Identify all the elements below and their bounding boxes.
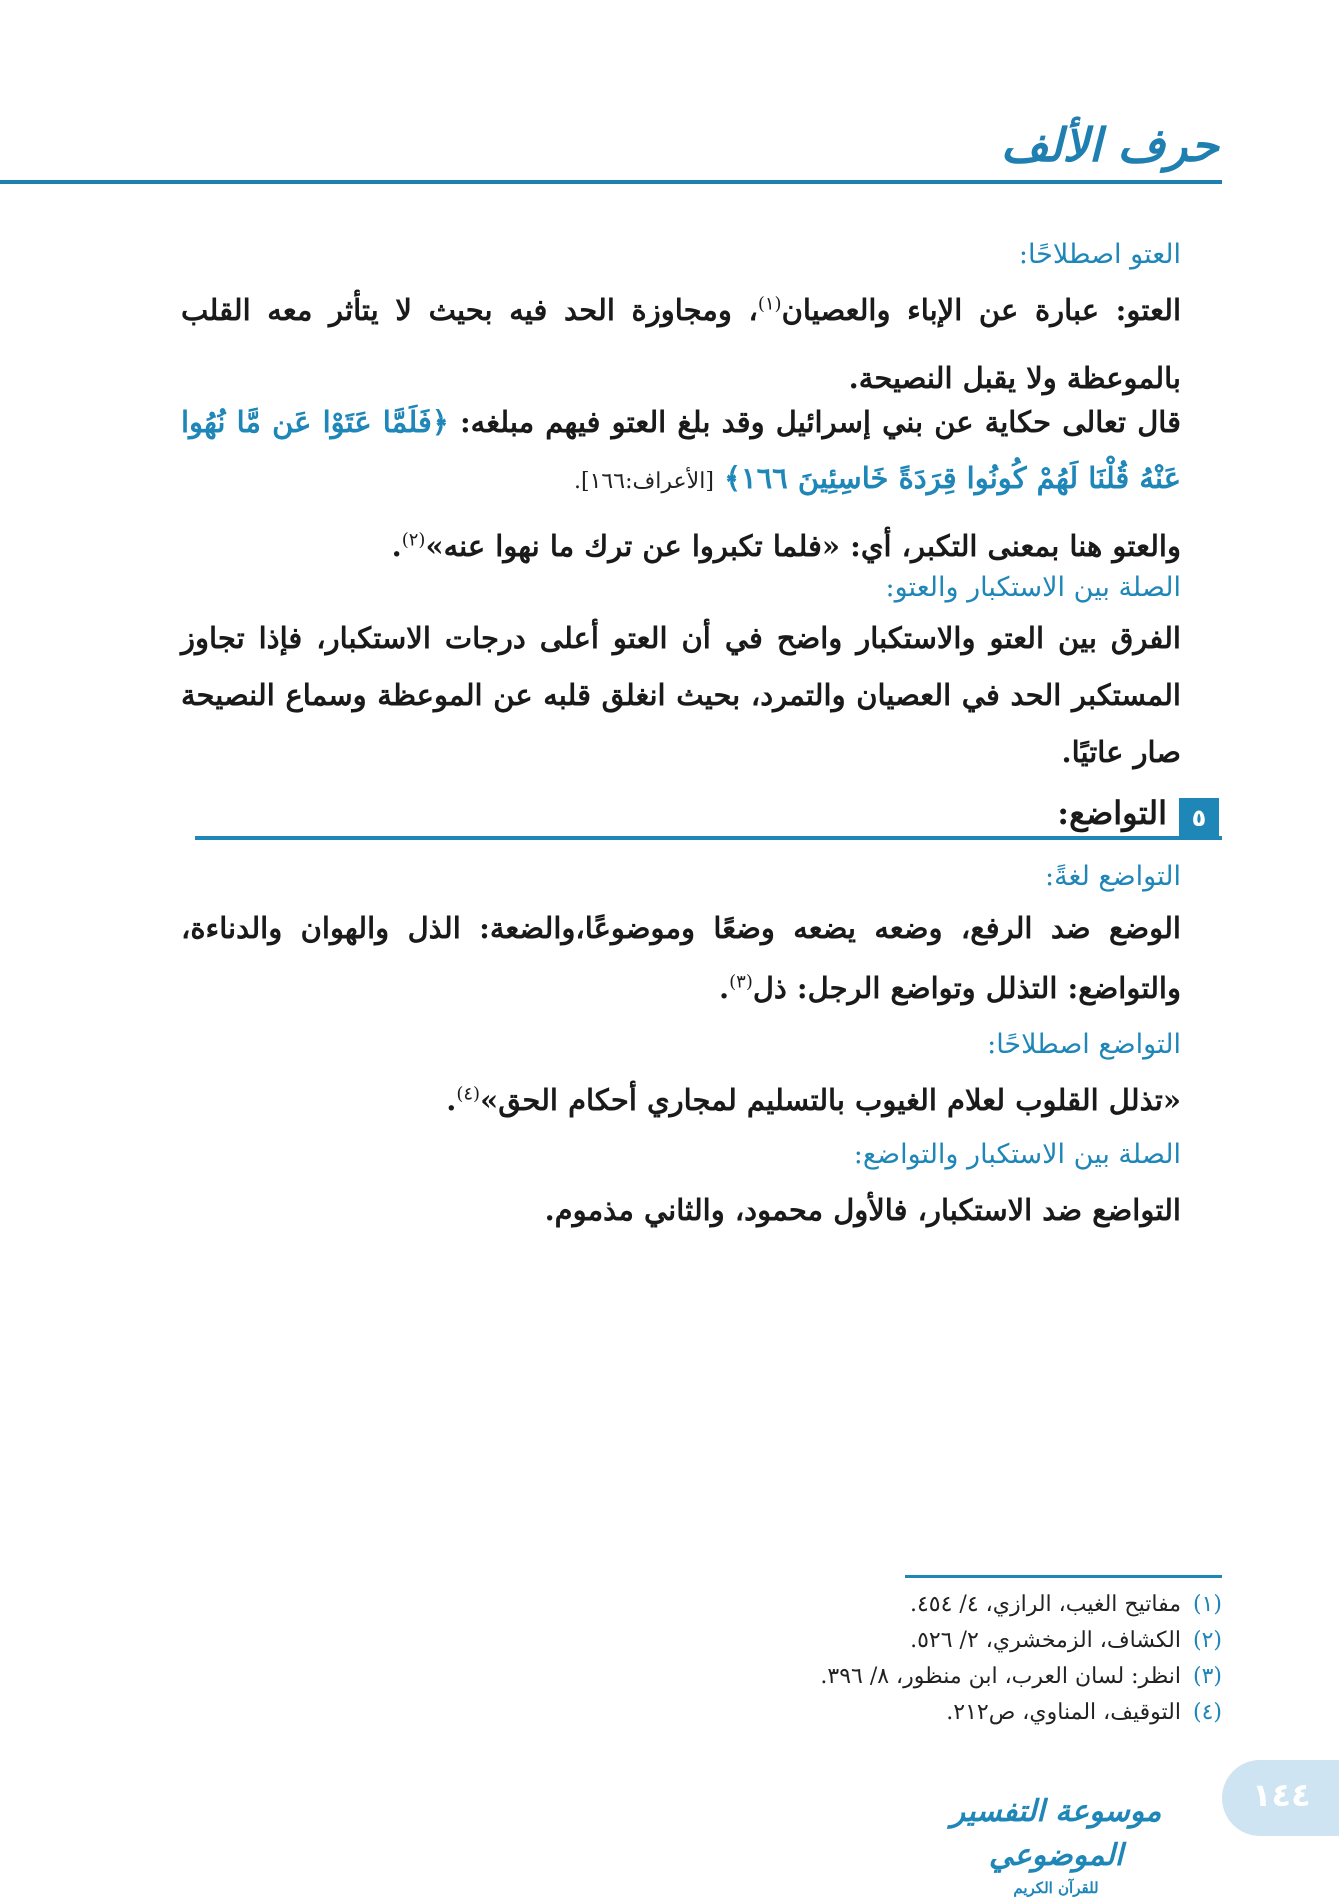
atw-definition-rest: ، ومجاوزة الحد فيه بحيث لا يتأثر معه القلب بالموعظة ولا يقبل النصيحة. xyxy=(181,293,1181,395)
page-header-title: حرف الألف xyxy=(1000,118,1219,172)
section-title: التواضع: xyxy=(1057,794,1167,832)
logo-sub-text: للقرآن الكريم xyxy=(1013,1879,1099,1897)
section-divider xyxy=(195,836,1222,840)
tawadu-lang-text: الوضع ضد الرفع، وضعه يضعه وضعًا وموضوعًا،والضعة: الذل والهوان والدناءة، والتواضع: التذلل وتواضع الرجل: ذل xyxy=(181,911,1181,1005)
footnote-text: مفاتيح الغيب، الرازي، ٤/ ٤٥٤. xyxy=(909,1592,1181,1617)
footnote-item xyxy=(522,1659,1222,1695)
atw-definition-main: العتو: عبارة عن الإباء والعصيان xyxy=(781,293,1181,327)
subheading-tawadu-term: التواضع اصطلاحًا: xyxy=(987,1029,1181,1060)
footnote-item xyxy=(522,1695,1222,1731)
page-number-badge xyxy=(1222,1760,1339,1836)
footnote-text: الكشاف، الزمخشري، ٢/ ٥٢٦. xyxy=(910,1628,1181,1653)
paragraph-tawadu-lang xyxy=(181,898,1181,1018)
subheading-relation-atw: الصلة بين الاستكبار والعتو: xyxy=(885,572,1181,603)
subheading-atw-term: العتو اصطلاحًا: xyxy=(1018,239,1181,270)
section-number-badge: ٥ xyxy=(1179,798,1219,838)
paragraph-atw-definition xyxy=(181,276,1181,412)
paragraph-quran-citation xyxy=(181,394,1181,510)
footnote-ref-2[interactable]: (٢) xyxy=(401,529,426,551)
atw-meaning-end: . xyxy=(391,529,402,563)
subheading-relation-tawadu: الصلة بين الاستكبار والتواضع: xyxy=(853,1139,1181,1170)
footnote-text: التوقيف، المناوي، ص٢١٢. xyxy=(946,1700,1181,1725)
footnote-text: انظر: لسان العرب، ابن منظور، ٨/ ٣٩٦. xyxy=(820,1664,1181,1689)
footnote-number: (٢) xyxy=(1192,1628,1222,1653)
footnote-ref-3[interactable]: (٣) xyxy=(729,971,753,993)
footnote-ref-4[interactable]: (٤) xyxy=(456,1083,481,1105)
paragraph-tawadu-term xyxy=(181,1066,1181,1134)
tawadu-term-text: «تذلل القلوب لعلام الغيوب بالتسليم لمجاري أحكام الحق» xyxy=(480,1083,1181,1117)
paragraph-relation-atw: الفرق بين العتو والاستكبار واضح في أن العتو أعلى درجات الاستكبار، فإذا تجاوز المستكبر الحد في العصيان والتمرد، بحيث انغلق قلبه عن الموعظة وسماع النصيحة صار عاتيًا. xyxy=(181,621,1181,769)
quran-intro: قال تعالى حكاية عن بني إسرائيل وقد بلغ العتو فيهم مبلغه: xyxy=(459,405,1181,439)
header-divider xyxy=(0,180,1222,184)
footnote-item xyxy=(522,1587,1222,1623)
logo-main-text: موسوعة التفسير الموضوعي xyxy=(950,1794,1162,1873)
page-number: ١٤٤ xyxy=(1252,1776,1311,1814)
subheading-tawadu-lang: التواضع لغةً: xyxy=(1044,861,1181,892)
paragraph-relation-tawadu: التواضع ضد الاستكبار، فالأول محمود، والثاني مذموم. xyxy=(544,1193,1181,1227)
footnote-item xyxy=(522,1623,1222,1659)
footnote-number: (٤) xyxy=(1192,1700,1222,1725)
footnote-number: (٣) xyxy=(1192,1664,1222,1689)
atw-meaning-text: والعتو هنا بمعنى التكبر، أي: «فلما تكبروا عن ترك ما نهوا عنه» xyxy=(425,529,1181,563)
encyclopedia-logo xyxy=(920,1790,1192,1897)
footnote-ref-1[interactable]: (١) xyxy=(757,293,782,315)
quran-verse: ﴿فَلَمَّا عَتَوْا عَن مَّا نُهُوا عَنْهُ قُلْنَا لَهُمْ كُونُوا قِرَدَةً خَاسِئِينَ ١٦٦﴾ xyxy=(181,405,1181,495)
quran-reference: [الأعراف:١٦٦]. xyxy=(574,469,714,494)
footnote-number: (١) xyxy=(1192,1592,1222,1617)
footnotes-list xyxy=(522,1587,1222,1731)
tawadu-term-end: . xyxy=(446,1083,457,1117)
tawadu-lang-end: . xyxy=(719,971,730,1005)
footnotes-divider xyxy=(905,1575,1222,1578)
